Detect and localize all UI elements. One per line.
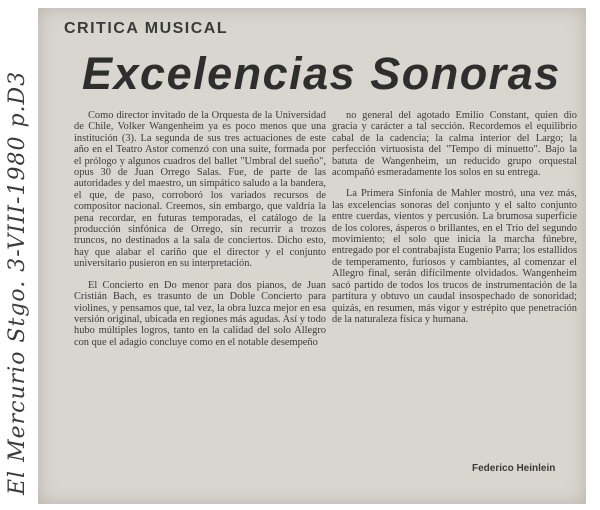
author-byline: Federico Heinlein: [472, 463, 556, 474]
section-label: CRITICA MUSICAL: [64, 20, 229, 37]
article-paragraph: La Primera Sinfonía de Mahler mostró, una vez más, las excelencias sonoras del conjunto y el salto conjunto entre cuerdas, vientos y percusión. La brumosa superficie de los colores, ásperos o brillantes, en el Trío del segundo movimiento; el solo que inicia la marcha fúnebre, entregado por el contrabajista Eugenio Parra; los estallidos de temperamento, furiosos y cambiantes, al comenzar el Allegro final, serán difícilmente olvidados. Wangenheim sacó partido de todos los trucos de instrumentación de la partitura y obtuvo un caudal insospechado de sonoridad; quizás, en resumen, más vigor y estrépito que penetración de la naturaleza física y humana.: [332, 188, 577, 325]
article-column-left: [74, 110, 326, 358]
article-paragraph: Como director invitado de la Orquesta de la Universidad de Chile, Volker Wangenheim ya es poco menos que una institución (3). La segunda de sus tres actuaciones de este año en el Teatro Astor comenzó con una suite, formada por el prólogo y algunos cuadros del ballet "Umbral del sueño", opus 30 de Juan Orrego Salas. Fue, de parte de las autoridades y del maestro, un simpático saludo a la bandera, el que, de paso, corroboró los variados recursos de compositor nacional. Creemos, sin embargo, que valdría la pena recordar, en futuras temporadas, el catálogo de la producción sinfónica de Orrego, sin recurrir a trozos truncos, no destinados a la sala de conciertos. Dicho esto, hay que alabar el cariño que el director y el conjunto universitario pusieron en su interpretación.: [74, 110, 326, 270]
handwritten-annotation: El Mercurio Stgo. 3-VIII-1980 p.D3: [5, 70, 30, 495]
article-column-right: [332, 110, 577, 335]
article-paragraph: no general del agotado Emilio Constant, quien dio gracia y carácter a tal sección. Recordemos el equilibrio cabal de la cadencia; la calma interior del Largo; la perfección virtuosista del "Tempo di minuetto". Bajo la batuta de Wangenheim, un reducido grupo orquestal acompañó esmeradamente los solos en su entrega.: [332, 110, 577, 179]
article-paragraph: El Concierto en Do menor para dos pianos, de Juan Cristián Bach, es trasunto de un Doble Concierto para violines, y pensamos que, tal vez, la obra luzca mejor en esa versión original, ubicada en regiones más agudas. Así y todo hubo múltiples logros, tanto en la calidad del solo Allegro con que el adagio concluye como en el notable desempeño: [74, 279, 326, 348]
article-headline: Excelencias Sonoras: [82, 48, 561, 99]
